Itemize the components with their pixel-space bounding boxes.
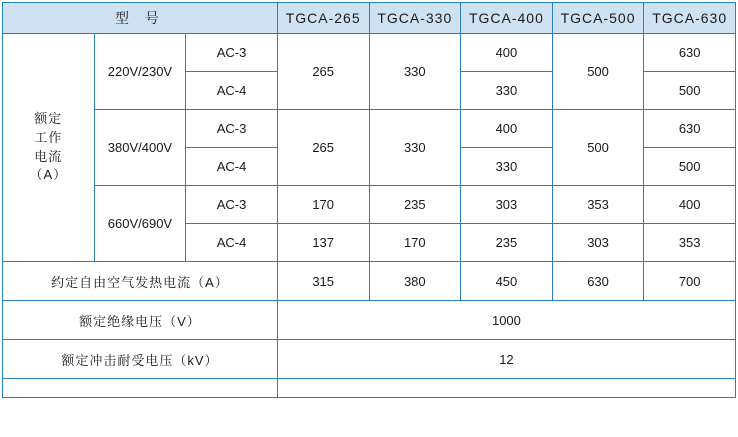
insulation-voltage-value: 1000 xyxy=(277,301,735,340)
value-660-ac4-3: 303 xyxy=(552,224,644,262)
thermal-value-3: 630 xyxy=(552,262,644,301)
value-220-500: 500 xyxy=(552,34,644,110)
voltage-label-380: 380V/400V xyxy=(94,110,186,186)
voltage-label-220: 220V/230V xyxy=(94,34,186,110)
table-row xyxy=(3,186,736,224)
value-660-ac3-3: 353 xyxy=(552,186,644,224)
thermal-value-1: 380 xyxy=(369,262,461,301)
category-220-ac4: AC-4 xyxy=(186,72,278,110)
impulse-voltage-label: 额定冲击耐受电压（kV） xyxy=(3,340,278,379)
header-model-label: 型 号 xyxy=(3,3,278,34)
value-220-ac4-330: 330 xyxy=(461,72,553,110)
value-660-ac3-1: 235 xyxy=(369,186,461,224)
category-380-ac3: AC-3 xyxy=(186,110,278,148)
value-380-265: 265 xyxy=(277,110,369,186)
voltage-label-660: 660V/690V xyxy=(94,186,186,262)
impulse-voltage-value: 12 xyxy=(277,340,735,379)
value-380-ac4-330: 330 xyxy=(461,148,553,186)
category-660-ac4: AC-4 xyxy=(186,224,278,262)
value-220-ac3-630: 630 xyxy=(644,34,736,72)
value-660-ac3-4: 400 xyxy=(644,186,736,224)
table-row xyxy=(3,262,736,301)
value-660-ac4-1: 170 xyxy=(369,224,461,262)
value-220-330: 330 xyxy=(369,34,461,110)
table-row xyxy=(3,301,736,340)
category-380-ac4: AC-4 xyxy=(186,148,278,186)
table-row xyxy=(3,340,736,379)
insulation-voltage-label: 额定绝缘电压（V） xyxy=(3,301,278,340)
partial-value-cell xyxy=(277,379,735,398)
specification-table xyxy=(2,2,736,398)
value-660-ac4-4: 353 xyxy=(644,224,736,262)
value-380-ac3-630: 630 xyxy=(644,110,736,148)
value-220-ac4-500: 500 xyxy=(644,72,736,110)
value-660-ac4-0: 137 xyxy=(277,224,369,262)
header-model-4: TGCA-630 xyxy=(644,3,736,34)
table-row xyxy=(3,34,736,72)
partial-label-cell xyxy=(3,379,278,398)
value-380-330: 330 xyxy=(369,110,461,186)
table-header-row xyxy=(3,3,736,34)
header-model-1: TGCA-330 xyxy=(369,3,461,34)
header-model-2: TGCA-400 xyxy=(461,3,553,34)
value-380-ac3-400: 400 xyxy=(461,110,553,148)
value-660-ac3-0: 170 xyxy=(277,186,369,224)
table-row xyxy=(3,110,736,148)
thermal-value-4: 700 xyxy=(644,262,736,301)
value-660-ac4-2: 235 xyxy=(461,224,553,262)
value-220-ac3-400: 400 xyxy=(461,34,553,72)
group-label-line-2: 电流 xyxy=(34,148,63,164)
thermal-value-0: 315 xyxy=(277,262,369,301)
header-model-3: TGCA-500 xyxy=(552,3,644,34)
group-label-line-0: 额定 xyxy=(34,110,63,126)
value-380-500: 500 xyxy=(552,110,644,186)
group-label-line-1: 工作 xyxy=(34,129,63,145)
category-660-ac3: AC-3 xyxy=(186,186,278,224)
group-label-line-3: （A） xyxy=(29,167,68,183)
value-380-ac4-500: 500 xyxy=(644,148,736,186)
header-model-0: TGCA-265 xyxy=(277,3,369,34)
value-660-ac3-2: 303 xyxy=(461,186,553,224)
rated-current-group-label xyxy=(3,34,95,262)
thermal-value-2: 450 xyxy=(461,262,553,301)
value-220-265: 265 xyxy=(277,34,369,110)
table-row-partial xyxy=(3,379,736,398)
category-220-ac3: AC-3 xyxy=(186,34,278,72)
thermal-current-label: 约定自由空气发热电流（A） xyxy=(3,262,278,301)
